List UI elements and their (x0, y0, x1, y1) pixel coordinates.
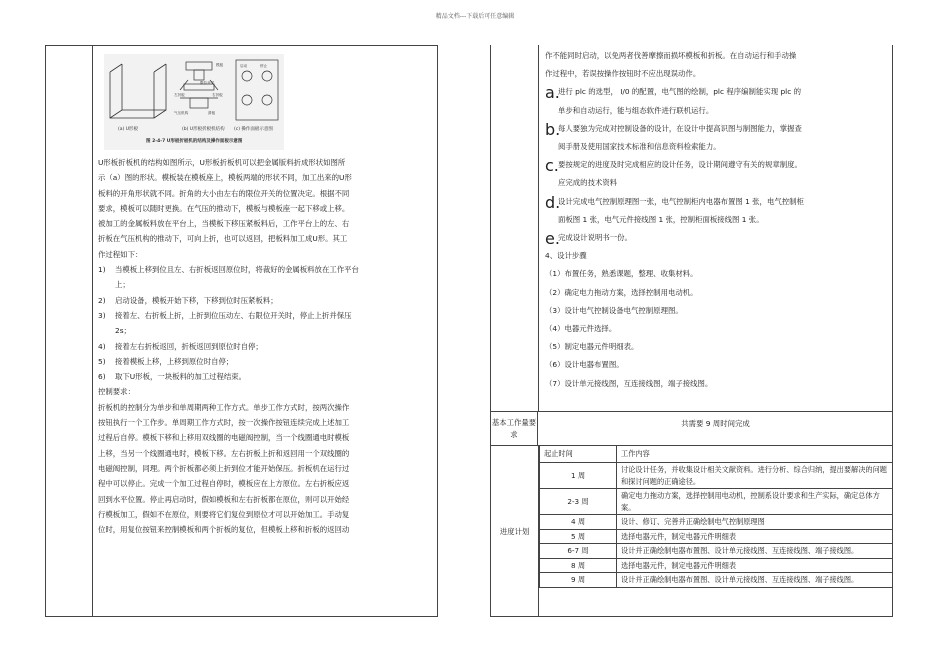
design-step: （7）设计单元接线图，互连接线图，端子接线图。 (545, 378, 713, 388)
figure-text-stop: 停止 (260, 64, 268, 68)
table-row (540, 558, 894, 573)
workload-row (491, 411, 892, 446)
table-row (540, 489, 894, 515)
figure-text-start: 启动 (240, 64, 248, 68)
step-text: 上； (115, 280, 130, 290)
schedule-week: 2-3 周 (540, 489, 617, 515)
continued-line: 作不能同时启动，以免两者伐善摩擦而损坏模板和折板。在自动运行和手动操 (545, 51, 797, 60)
figure-caption: 图 2-4-7 U形板折板机的结构及操作面板示意图 (146, 139, 243, 144)
schedule-week: 9 周 (540, 573, 617, 588)
task-marker: e. (545, 229, 560, 249)
schedule-label: 进度计划 (491, 446, 539, 616)
figure-text-right-fold: 右折板 (212, 93, 223, 97)
u-plate-drawing (110, 64, 166, 118)
table-row (540, 573, 894, 588)
task-text: 应完成的技术资料 (558, 178, 618, 188)
figure-text-pneumatic: 气压机构 (174, 111, 189, 115)
process-step (98, 339, 431, 354)
intro-line: 作过程如下： (98, 249, 143, 259)
schedule-week: 1 周 (540, 463, 617, 489)
task-text: 每人要独为完成对控制设备的设计，在设计中提高识图与制图能力，掌握查 (558, 123, 802, 133)
intro-line: 要求，模板可以随时更换。在气压的推动下，模板与模板座一起下移或上移。 (98, 203, 350, 213)
figure-label-b: (b) U形板折板机结构 (182, 127, 225, 132)
step-number: 3) (98, 310, 106, 320)
step-number: 1) (98, 265, 106, 275)
control-line: 按钮执行一个工作步。单周期工作方式时，按一次操作按钮连续完成上述加工 (98, 418, 350, 428)
step-number: 2) (98, 295, 106, 305)
table-row (540, 529, 894, 544)
table-row (540, 544, 894, 559)
schedule-content: 确定电力拖动方案，选择控制用电动机，控制系设计要求和生产实际，确定总体方案。 (617, 489, 894, 515)
page-header: 精品文档---下载后可任意编辑 (435, 13, 515, 20)
task-text: 设计完成电气控制原理图一张，电气控制柜内电器布置图 1 张，电气控制柜 (558, 196, 804, 206)
task-marker: a. (545, 83, 560, 103)
figure-label-c: (c) 操作面板示意图 (234, 127, 273, 132)
intro-line: U形板折板机的结构如图所示，U形板折板机可以把金属版料折成形状如图所 (98, 158, 346, 167)
intro-line: 被加工的金属板料放在平台上，当模板下移压紧板料后，工作平台上的左、右 (98, 219, 350, 229)
control-line: 回到水平位置。停止再启动时，假如模板和左右折板都在原位，则可以开始经 (98, 494, 350, 504)
right-top-section (491, 45, 892, 411)
figure-label-a: (a) U形板 (118, 127, 138, 132)
table-row (540, 463, 894, 489)
task-item (545, 193, 886, 229)
u-bend-machine-figure (104, 54, 284, 150)
schedule-header-row (540, 446, 894, 463)
process-step (98, 354, 431, 369)
figure-text-left-fold: 左折板 (174, 93, 185, 97)
intro-paragraph (98, 155, 431, 262)
control-line: 上移，当另一个线圈通电时，模板下移。左右折板上折和返回用一个双线圈的 (98, 448, 350, 458)
step-text: 当模板上移到位且左、右折板返回原位时，将裁好的金属板料放在工作平台 (115, 265, 359, 275)
left-content (93, 46, 437, 616)
control-line: 电磁阀控制，同理。两个折板都必须上折到位才能开始保压。折板机在运行过 (98, 463, 350, 473)
process-step (98, 308, 431, 339)
design-step: （1）布置任务，熟悉课题，整理、收集材料。 (545, 269, 698, 279)
schedule-week: 4 周 (540, 515, 617, 530)
task-text: 阅手册及使用国家技术标准和信息资料检索能力。 (558, 142, 721, 152)
intro-line: 折板在气压机构的推动下，可向上折，也可以返回，把板料加工成U形。其工 (98, 234, 348, 244)
schedule-content: 选择电器元件，制定电器元件明细表 (617, 558, 894, 573)
figure-text-mould: 模板 (216, 63, 224, 67)
task-marker: d. (545, 192, 561, 212)
step-text: 启动设备，模板开始下移，下移到位时压紧板料； (115, 295, 278, 305)
task-text: 进行 plc 的选型， I/0 的配置，电气图的绘制，plc 程序编制能实现 plc 的 (558, 87, 802, 97)
schedule-week: 8 周 (540, 558, 617, 573)
schedule-week: 5 周 (540, 529, 617, 544)
step-text: 2s； (115, 326, 131, 336)
task-text: 要按规定的进度及时完成相应的设计任务，设计期间遵守有关的规章制度。 (558, 160, 802, 170)
task-marker: c. (545, 156, 559, 176)
right-label-column (491, 45, 539, 411)
design-step: （3）设计电气控制设备电气控制原理图。 (545, 305, 683, 315)
schedule-header-content: 工作内容 (617, 446, 894, 463)
left-page (45, 45, 438, 617)
step-text: 接着左右折板返回，折板返回到原位时自停； (115, 341, 263, 351)
figure-text-slide: 滑板 (208, 111, 216, 115)
control-requirements-title: 控制要求： (98, 387, 135, 397)
control-line: 过程后自停。模板下移和上移用双线圈的电磁阀控制，当一个线圈通电时模板 (98, 433, 350, 443)
workload-value: 共需要 9 周时间完成 (681, 419, 750, 428)
workload-label: 基本工作量要求 (491, 412, 538, 446)
process-step (98, 369, 431, 384)
step-number: 5) (98, 356, 106, 366)
control-line: 折板机的控制分为单步和单周期两种工作方式。单步工作方式时，按两次操作 (98, 402, 350, 412)
schedule-content: 讨论设计任务，并收集设计相关文献资料。进行分析、综合归纳，提出要解决的问题和探讨问题的正确途径。 (617, 463, 894, 489)
schedule-content: 设计并正确绘制电器布置图、设计单元接线图、互连接线图、端子接线图。 (617, 573, 894, 588)
control-paragraph (98, 400, 431, 538)
task-item (545, 156, 886, 192)
schedule-section (491, 445, 892, 616)
right-page (490, 45, 893, 617)
design-step: （2）确定电力拖动方案，选择控制用电动机。 (545, 287, 698, 297)
step-text: 接着左、右折板上折，上折到位压动左、右限位开关时，停止上折并保压 (115, 310, 352, 320)
task-text: 单步和自动运行，能与组态软件进行联机运行。 (558, 105, 714, 115)
task-item (545, 229, 886, 247)
schedule-content: 选择电器元件，制定电器元件明细表 (617, 529, 894, 544)
design-step: （4）电器元件选择。 (545, 324, 617, 334)
machine-structure-drawing (180, 62, 218, 108)
continued-line: 作过程中，若误按操作按钮时不应出现误动作。 (545, 69, 701, 79)
intro-line: 示（a）图的形状。模板装在模板座上，模板两端的形状不同，加工出来的U形 (98, 173, 352, 183)
schedule-table (539, 446, 893, 588)
figure-text-limit-switch: 限位开关 (200, 81, 215, 85)
intro-line: 板料的开角形状就不同。折角的大小由左右的限位开关的位置决定。根据不同 (98, 188, 350, 198)
table-row (540, 515, 894, 530)
process-steps-list (98, 262, 431, 384)
schedule-content: 设计并正确绘制电器布置图、设计单元接线图、互连接线图、端子接线图。 (617, 544, 894, 559)
step-number: 6) (98, 372, 106, 382)
schedule-content: 设计、修订、完善并正确绘制电气控制原理图 (617, 515, 894, 530)
design-step: （5）制定电器元件明细表。 (545, 342, 639, 352)
control-panel-drawing (236, 60, 278, 120)
task-marker: b. (545, 119, 561, 139)
right-content (539, 45, 892, 411)
control-line: 程中可以停止。完成一个加工过程自停时，模板应在上方原位。左右折板应返 (98, 479, 350, 489)
control-line: 位时，用复位按钮来控制模板和两个折板的复位，但模板上移和折板的返回动 (98, 525, 350, 535)
step-text: 取下U形板，一块板料的加工过程结束。 (115, 372, 247, 382)
schedule-header-time: 起止时间 (540, 446, 617, 463)
step-text: 接着模板上移，上移到原位时自停； (115, 356, 234, 366)
task-text: 面板图 1 张，电气元件接线图 1 张，控制柜面板接线图 1 张。 (558, 214, 764, 224)
process-step (98, 262, 431, 293)
step-number: 4) (98, 341, 106, 351)
control-line: 行模板加工，假如不在原位，则要将它们复位到原位才可以开始加工。手动复 (98, 509, 350, 519)
task-text: 完成设计说明书一份。 (558, 233, 632, 243)
process-step (98, 293, 431, 308)
task-item (545, 83, 886, 119)
design-step: （6）设计电器布置图。 (545, 360, 624, 370)
left-label-column (46, 46, 93, 616)
design-steps-title: 4、设计步骤 (545, 251, 587, 261)
schedule-week: 6-7 周 (540, 544, 617, 559)
task-item (545, 120, 886, 156)
